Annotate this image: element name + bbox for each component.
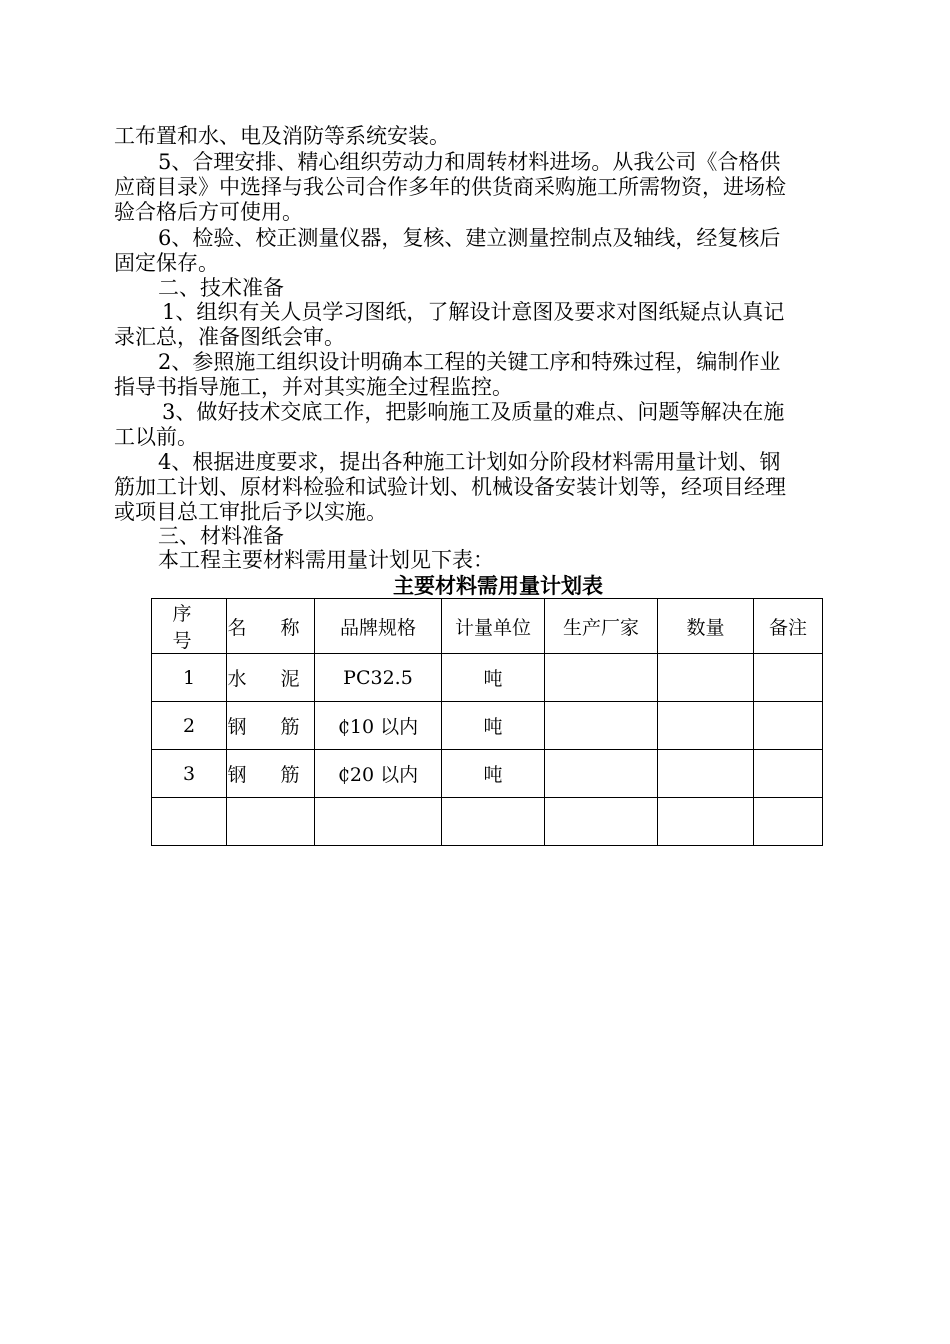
table-cell [227,798,315,846]
header-cell-manufacturer: 生产厂家 [545,599,658,654]
table-row [152,654,823,702]
text-line: 三、材料准备 [158,524,284,548]
table-cell: ₵10 以内 [315,702,442,750]
table-cell: 吨 [442,702,545,750]
text-line: 6、检验、校正测量仪器，复核、建立测量控制点及轴线，经复核后 [158,226,781,250]
table-cell [658,750,754,798]
paragraph-item-6 [114,226,836,276]
text-line: 筋加工计划、原材料检验和试验计划、机械设备安装计划等，经项目经理 [114,475,786,499]
text-line: 二、技术准备 [158,276,284,300]
table-cell: 2 [152,702,227,750]
header-cell-name: 名 称 [227,599,315,654]
table-cell [545,750,658,798]
table-row-empty [152,798,823,846]
table-cell [754,798,823,846]
text-line: 应商目录》中选择与我公司合作多年的供货商采购施工所需物资，进场检 [114,175,786,199]
section-heading-technical [114,276,836,301]
header-cell-unit: 计量单位 [442,599,545,654]
table-cell: 水 泥 [227,654,315,702]
paragraph-tech-item-1 [114,300,836,350]
table-cell: 1 [152,654,227,702]
text-line: 录汇总，准备图纸会审。 [114,325,345,349]
text-line: 本工程主要材料需用量计划见下表： [158,548,494,572]
table-cell [754,750,823,798]
table-cell: 吨 [442,750,545,798]
table-cell: 钢 筋 [227,702,315,750]
text-line: 5、合理安排、精心组织劳动力和周转材料进场。从我公司《合格供 [158,150,781,174]
text-line: 或项目总工审批后予以实施。 [114,500,387,524]
table-cell: 钢 筋 [227,750,315,798]
table-cell [545,654,658,702]
text-line: 2、参照施工组织设计明确本工程的关键工序和特殊过程，编制作业 [158,350,781,374]
table-cell [545,798,658,846]
table-cell [754,654,823,702]
table-row [152,750,823,798]
table-cell [658,654,754,702]
table-cell [754,702,823,750]
table-cell [152,798,227,846]
table-cell: 3 [152,750,227,798]
section-heading-materials [114,524,836,549]
table-cell [545,702,658,750]
table-header-row [152,599,823,654]
paragraph-tech-item-3 [114,400,836,450]
paragraph-tech-item-4 [114,450,836,525]
paragraph-continuation [114,124,836,149]
materials-table [151,598,823,846]
header-cell-spec: 品牌规格 [315,599,442,654]
header-cell-remarks: 备注 [754,599,823,654]
table-cell [658,798,754,846]
table-cell [442,798,545,846]
table-title: 主要材料需用量计划表 [393,574,603,598]
text-line: 4、根据进度要求，提出各种施工计划如分阶段材料需用量计划、钢 [158,450,781,474]
text-line: 验合格后方可使用。 [114,200,303,224]
table-cell: 吨 [442,654,545,702]
table-cell [658,702,754,750]
text-line: 3、做好技术交底工作，把影响施工及质量的难点、问题等解决在施 [162,400,785,424]
text-line: 固定保存。 [114,251,219,275]
table-cell [315,798,442,846]
header-cell-quantity: 数量 [658,599,754,654]
text-line: 工以前。 [114,425,198,449]
text-line: 指导书指导施工，并对其实施全过程监控。 [114,375,513,399]
paragraph-tech-item-2 [114,350,836,400]
text-line: 1、组织有关人员学习图纸，了解设计意图及要求对图纸疑点认真记 [162,300,785,324]
paragraph-item-5 [114,150,836,225]
table-row [152,702,823,750]
table-cell: ₵20 以内 [315,750,442,798]
table-cell: PC32.5 [315,654,442,702]
text-line: 工布置和水、电及消防等系统安装。 [114,124,450,148]
header-cell-index: 序 号 [152,599,227,654]
